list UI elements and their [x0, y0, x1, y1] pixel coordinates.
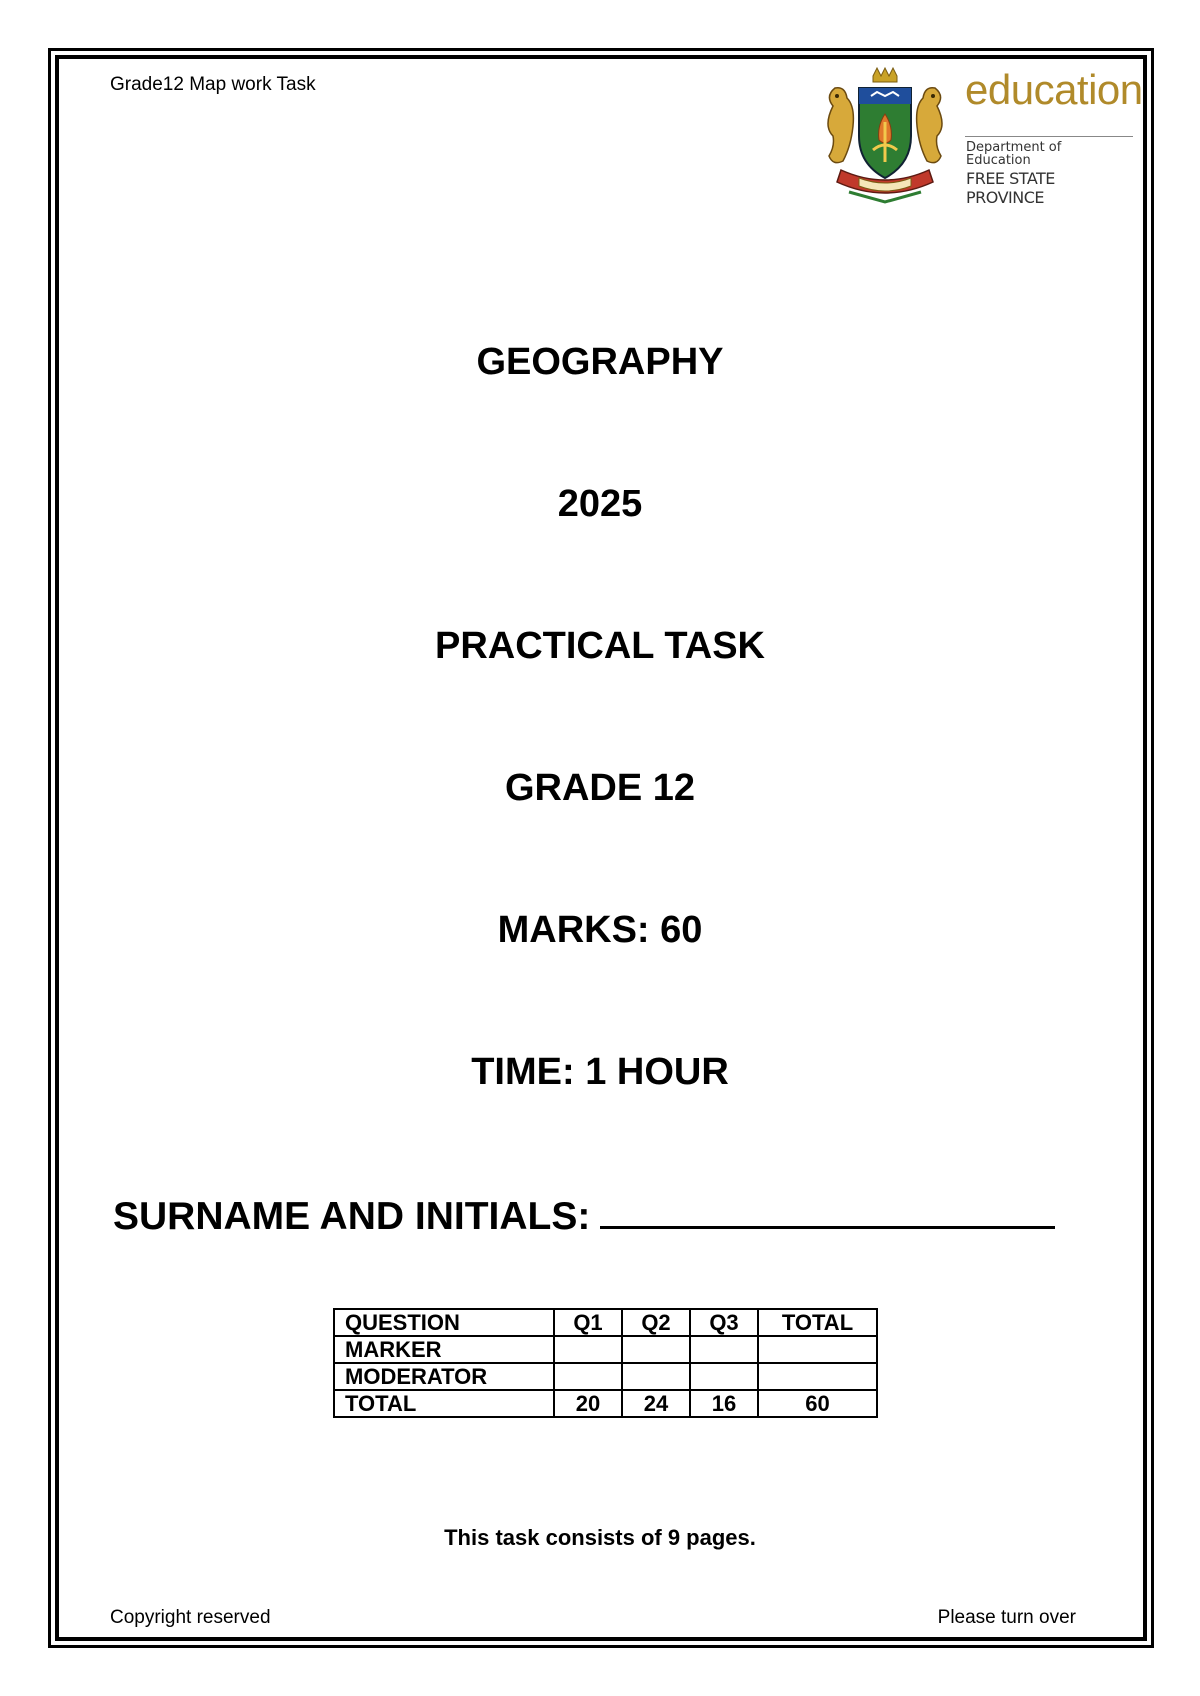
copyright-footer: Copyright reserved [110, 1607, 271, 1628]
table-row [334, 1336, 877, 1363]
table-cell[interactable] [758, 1336, 877, 1363]
name-entry-row [113, 1194, 1055, 1239]
table-cell[interactable] [690, 1363, 758, 1390]
table-header-cell: TOTAL [758, 1309, 877, 1336]
task-type-title: PRACTICAL TASK [434, 625, 766, 667]
table-cell[interactable] [622, 1336, 690, 1363]
table-header-cell: Q3 [690, 1309, 758, 1336]
table-cell[interactable] [758, 1363, 877, 1390]
table-cell[interactable] [690, 1336, 758, 1363]
table-cell: MARKER [334, 1336, 554, 1363]
turn-over-footer: Please turn over [937, 1607, 1076, 1628]
table-cell: MODERATOR [334, 1363, 554, 1390]
logo-wordmark: education [965, 66, 1143, 113]
table-header-cell: Q1 [554, 1309, 622, 1336]
table-cell: 24 [622, 1390, 690, 1417]
table-header-cell: Q2 [622, 1309, 690, 1336]
education-logo [815, 66, 1143, 207]
logo-department-line: Department of [966, 140, 1062, 155]
table-cell: 20 [554, 1390, 622, 1417]
coat-of-arms-icon [815, 66, 955, 206]
logo-education-line: Education [966, 153, 1031, 168]
grade-title: GRADE 12 [504, 767, 696, 809]
page-count-note: This task consists of 9 pages. [444, 1525, 756, 1550]
table-cell[interactable] [622, 1363, 690, 1390]
table-header-row [334, 1309, 877, 1336]
table-cell[interactable] [554, 1363, 622, 1390]
table-header-cell: QUESTION [334, 1309, 554, 1336]
table-cell[interactable] [554, 1336, 622, 1363]
logo-province-line: FREE STATE PROVINCE [966, 169, 1055, 207]
subject-title: GEOGRAPHY [476, 341, 724, 383]
marks-table [333, 1308, 878, 1418]
time-title: TIME: 1 HOUR [471, 1051, 729, 1093]
table-row [334, 1390, 877, 1417]
name-label: SURNAME AND INITIALS: [113, 1195, 591, 1238]
table-row [334, 1363, 877, 1390]
table-cell: 16 [690, 1390, 758, 1417]
task-label: Grade12 Map work Task [110, 74, 316, 95]
table-cell: TOTAL [334, 1390, 554, 1417]
table-cell: 60 [758, 1390, 877, 1417]
marks-title: MARKS: 60 [497, 909, 703, 951]
year-title: 2025 [557, 483, 643, 525]
logo-divider [965, 136, 1133, 137]
name-field[interactable] [600, 1194, 1055, 1229]
